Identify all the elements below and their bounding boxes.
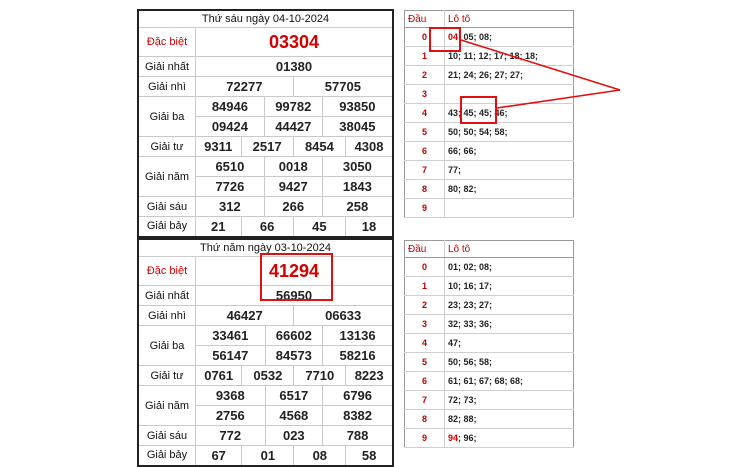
loto-head-loto: Lô tô (445, 241, 574, 258)
loto-values-rest: ; 05; 08; (458, 32, 493, 42)
prize-label-special: Đặc biệt (138, 257, 196, 286)
loto-values: 23; 23; 27; (445, 296, 574, 315)
loto-highlight-value: 94 (448, 433, 459, 443)
seventh-prize-number: 58 (346, 446, 393, 466)
loto-values: 77; (445, 161, 574, 180)
seventh-prize-number: 66 (241, 217, 293, 237)
loto-head-digit: 9 (405, 199, 445, 218)
sixth-prize-number: 312 (196, 197, 265, 217)
loto-head-digit: 6 (405, 372, 445, 391)
fifth-prize-number: 7726 (196, 177, 265, 197)
third-prize-number: 84946 (196, 97, 265, 117)
fifth-prize-number: 6796 (323, 386, 393, 406)
loto-head-digit: 0 (405, 28, 445, 47)
third-prize-number: 09424 (196, 117, 265, 137)
prize-label-first: Giải nhất (138, 286, 196, 306)
prize-label-third: Giải ba (138, 97, 196, 137)
sixth-prize-number: 023 (265, 426, 323, 446)
third-prize-number: 13136 (323, 326, 393, 346)
fifth-prize-number: 9427 (264, 177, 322, 197)
third-prize-number: 93850 (322, 97, 393, 117)
loto-values: 47; (445, 334, 574, 353)
loto-values: 10; 11; 12; 17; 18; 18; (445, 47, 574, 66)
loto-values: 80; 82; (445, 180, 574, 199)
special-prize-number: 41294 (196, 257, 394, 286)
loto-head-digit: 2 (405, 296, 445, 315)
third-prize-number: 58216 (323, 346, 393, 366)
special-prize-number: 03304 (196, 28, 394, 57)
seventh-prize-number: 45 (293, 217, 345, 237)
seventh-prize-number: 01 (242, 446, 294, 466)
prize-label-second: Giải nhì (138, 306, 196, 326)
fifth-prize-number: 4568 (265, 406, 323, 426)
third-prize-number: 33461 (196, 326, 266, 346)
third-prize-number: 38045 (322, 117, 393, 137)
seventh-prize-number: 18 (346, 217, 393, 237)
loto-values: 66; 66; (445, 142, 574, 161)
loto-head-digit: 2 (405, 66, 445, 85)
second-prize-number: 57705 (293, 77, 393, 97)
fifth-prize-number: 0018 (264, 157, 322, 177)
prize-label-fourth: Giải tư (138, 366, 196, 386)
loto-head-digit: 4 (405, 334, 445, 353)
third-prize-number: 84573 (265, 346, 323, 366)
first-prize-number: 01380 (196, 57, 394, 77)
second-prize-number: 46427 (196, 306, 294, 326)
loto-head-dau: Đầu (405, 11, 445, 28)
loto-head-digit: 5 (405, 123, 445, 142)
loto-head-digit: 1 (405, 277, 445, 296)
sixth-prize-number: 266 (264, 197, 322, 217)
prize-label-fifth: Giải năm (138, 386, 196, 426)
third-prize-number: 66602 (265, 326, 323, 346)
loto-head-digit: 6 (405, 142, 445, 161)
prize-label-fifth: Giải năm (138, 157, 196, 197)
prize-label-sixth: Giải sáu (138, 426, 196, 446)
fifth-prize-number: 3050 (322, 157, 393, 177)
prize-label-sixth: Giải sáu (138, 197, 196, 217)
draw-date-header[interactable]: Thứ sáu ngày 04-10-2024 (138, 10, 393, 28)
loto-head-digit: 5 (405, 353, 445, 372)
loto-values-rest: ; 96; (458, 433, 477, 443)
loto-head-digit: 8 (405, 410, 445, 429)
loto-highlight-value: 04 (448, 32, 459, 42)
sixth-prize-number: 258 (322, 197, 393, 217)
loto-values: 43; 45; 45; 46; (445, 104, 574, 123)
prize-label-seventh: Giải bảy (138, 217, 196, 237)
third-prize-number: 44427 (264, 117, 322, 137)
third-prize-number: 56147 (196, 346, 266, 366)
prize-label-seventh: Giải bảy (138, 446, 196, 466)
sixth-prize-number: 788 (323, 426, 393, 446)
first-prize-number: 56950 (196, 286, 394, 306)
loto-head-digit: 3 (405, 85, 445, 104)
sixth-prize-number: 772 (196, 426, 266, 446)
loto-values: 72; 73; (445, 391, 574, 410)
loto-values: 10; 16; 17; (445, 277, 574, 296)
fifth-prize-number: 6510 (196, 157, 265, 177)
loto-head-digit: 3 (405, 315, 445, 334)
loto-head-digit: 7 (405, 161, 445, 180)
prize-label-fourth: Giải tư (138, 137, 196, 157)
loto-values: 50; 56; 58; (445, 353, 574, 372)
fourth-prize-number: 8454 (293, 137, 345, 157)
fourth-prize-number: 4308 (346, 137, 393, 157)
loto-values: 01; 02; 08; (445, 258, 574, 277)
loto-head-digit: 8 (405, 180, 445, 199)
loto-values: 21; 24; 26; 27; 27; (445, 66, 574, 85)
fifth-prize-number: 9368 (196, 386, 266, 406)
loto-head-digit: 7 (405, 391, 445, 410)
draw-date-header[interactable]: Thứ năm ngày 03-10-2024 (138, 239, 393, 257)
fourth-prize-number: 8223 (346, 366, 393, 386)
prize-label-first: Giải nhất (138, 57, 196, 77)
fifth-prize-number: 1843 (322, 177, 393, 197)
fifth-prize-number: 2756 (196, 406, 266, 426)
loto-head-dau: Đầu (405, 241, 445, 258)
fourth-prize-number: 0761 (196, 366, 242, 386)
loto-values: 82; 88; (445, 410, 574, 429)
loto-head-loto: Lô tô (445, 11, 574, 28)
arrow-line-upper (461, 40, 620, 90)
second-prize-number: 06633 (294, 306, 393, 326)
loto-values: 61; 61; 67; 68; 68; (445, 372, 574, 391)
seventh-prize-number: 21 (196, 217, 242, 237)
third-prize-number: 99782 (264, 97, 322, 117)
arrow-line-lower (497, 90, 620, 108)
prize-label-third: Giải ba (138, 326, 196, 366)
fourth-prize-number: 0532 (242, 366, 294, 386)
loto-head-digit: 9 (405, 429, 445, 448)
fourth-prize-number: 9311 (196, 137, 242, 157)
loto-head-digit: 1 (405, 47, 445, 66)
fifth-prize-number: 8382 (323, 406, 393, 426)
loto-values: 32; 33; 36; (445, 315, 574, 334)
seventh-prize-number: 08 (294, 446, 346, 466)
loto-values: 50; 50; 54; 58; (445, 123, 574, 142)
loto-head-digit: 4 (405, 104, 445, 123)
seventh-prize-number: 67 (196, 446, 242, 466)
prize-label-special: Đặc biệt (138, 28, 196, 57)
fourth-prize-number: 7710 (294, 366, 346, 386)
fourth-prize-number: 2517 (241, 137, 293, 157)
second-prize-number: 72277 (196, 77, 294, 97)
prize-label-second: Giải nhì (138, 77, 196, 97)
fifth-prize-number: 6517 (265, 386, 323, 406)
loto-head-digit: 0 (405, 258, 445, 277)
